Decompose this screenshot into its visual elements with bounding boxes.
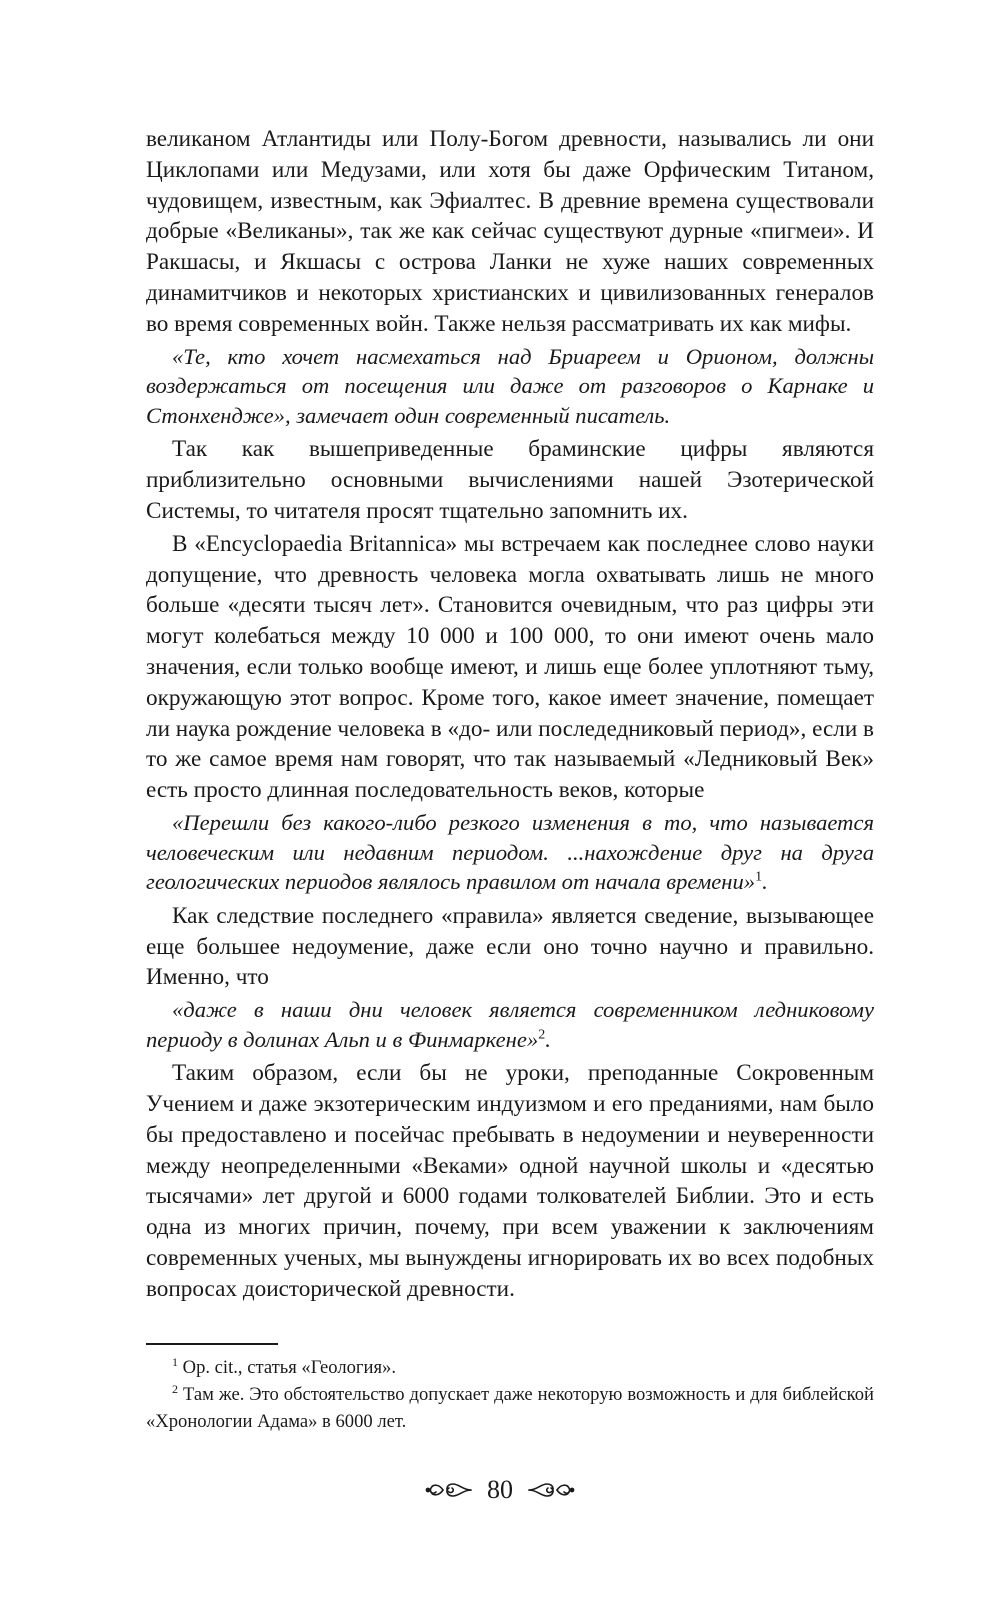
main-text: [146, 124, 874, 1307]
footnote-1: [146, 1354, 874, 1381]
footnote-ref-2[interactable]: 2: [538, 1027, 546, 1043]
footnote-text: Op. cit., статья «Геология».: [182, 1357, 396, 1378]
footnote-text: Там же. Это обстоятельство допускает даже некоторую возможность и для библейской «Хронологии Адама» в 6000 лет.: [146, 1384, 874, 1432]
paragraph: Таким образом, если бы не уроки, преподанные Сокровенным Учением и даже экзотерическим индуизмом и его преданиями, нам было бы предоставлено и посейчас пребывать в недоумении и неуверенности между неопределенными «Веками» одной научной школы и «десятью тысячами» лет другой и 6000 годами толкователей Библии. Это и есть одна из многих причин, почему, при всем уважении к заключениям современных ученых, мы вынуждены игнорировать их во всех подобных вопросах доисторической древности.: [146, 1060, 874, 1302]
quote: «даже в наши дни человек является современником ледниковому периоду в долинах Альп и в Финмаркене»$^2$.: [146, 997, 874, 1052]
footnotes: [146, 1354, 874, 1435]
quote: «Те, кто хочет насмехаться над Бриареем и Орионом, должны воздержаться от посещения или даже от разговоров о Карнаке и Стонхендже», замечает один современный писатель.: [146, 343, 874, 428]
footnote-mark: 2: [172, 1381, 178, 1396]
paragraph: Как следствие последнего «правила» является сведение, вызывающее еще большее недоумение, даже если оно точно научно и правильно. Именно, что: [146, 902, 874, 991]
quote: «Перешли без какого-либо резкого изменения в то, что называется человеческим или недавним периодом. ...нахождение друг на друга геологических периодов являлось правилом от начала времени»$^1$.: [146, 809, 874, 895]
paragraph: Так как вышеприведенные браминские цифры являются приблизительно основными вычислениями нашей Эзотерической Системы, то читателя просят тщательно запомнить их.: [146, 436, 874, 524]
paragraph: великаном Атлантиды или Полу-Богом древности, назывались ли они Циклопами или Медузами, или хотя бы даже Орфическим Титаном, чудовищем, известным, как Эфиалтес. В древние времена существовали добрые «Великаны», так же как сейчас существуют дурные «пигмеи». И Ракшасы, и Якшасы с острова Ланки не хуже наших современных динамитчиков и некоторых христианских и цивилизованных генералов во время современных войн. Также нельзя рассматривать их как мифы.: [146, 126, 874, 337]
quote-text: «Перешли без какого-либо резкого изменения в то, что называется человеческим или недавним периодом. ...нахождение друг на друга геологических периодов являлось правилом от начала времени»: [146, 809, 874, 895]
footnote-mark: 1: [172, 1354, 178, 1369]
right-ornament-icon: [527, 1478, 575, 1502]
footnote-2: [146, 1381, 874, 1435]
quote-text: «даже в наши дни человек является современником ледниковому периоду в долинах Альп и в Финмаркене»: [146, 997, 874, 1052]
page-folio: [0, 1472, 1000, 1506]
page-number: 80: [487, 1475, 513, 1505]
paragraph: В «Encyclopaedia Britannica» мы встречаем как последнее слово науки допущение, что древность человека могла охватывать лишь не много больше «десяти тысяч лет». Становится очевидным, что раз цифры эти могут колебаться между 10 000 и 100 000, то они имеют очень мало значения, если только вообще имеют, и лишь еще более уплотняют тьму, окружающую этот вопрос. Кроме того, какое имеет значение, помещает ли наука рождение человека в «до- или последедниковый период», если в то же самое время нам говорят, что так называемый «Ледниковый Век» есть просто длинная последовательность веков, которые: [146, 530, 874, 804]
footnote-ref-1[interactable]: 1: [755, 869, 763, 885]
left-ornament-icon: [425, 1478, 473, 1502]
footnote-divider: [146, 1343, 278, 1345]
